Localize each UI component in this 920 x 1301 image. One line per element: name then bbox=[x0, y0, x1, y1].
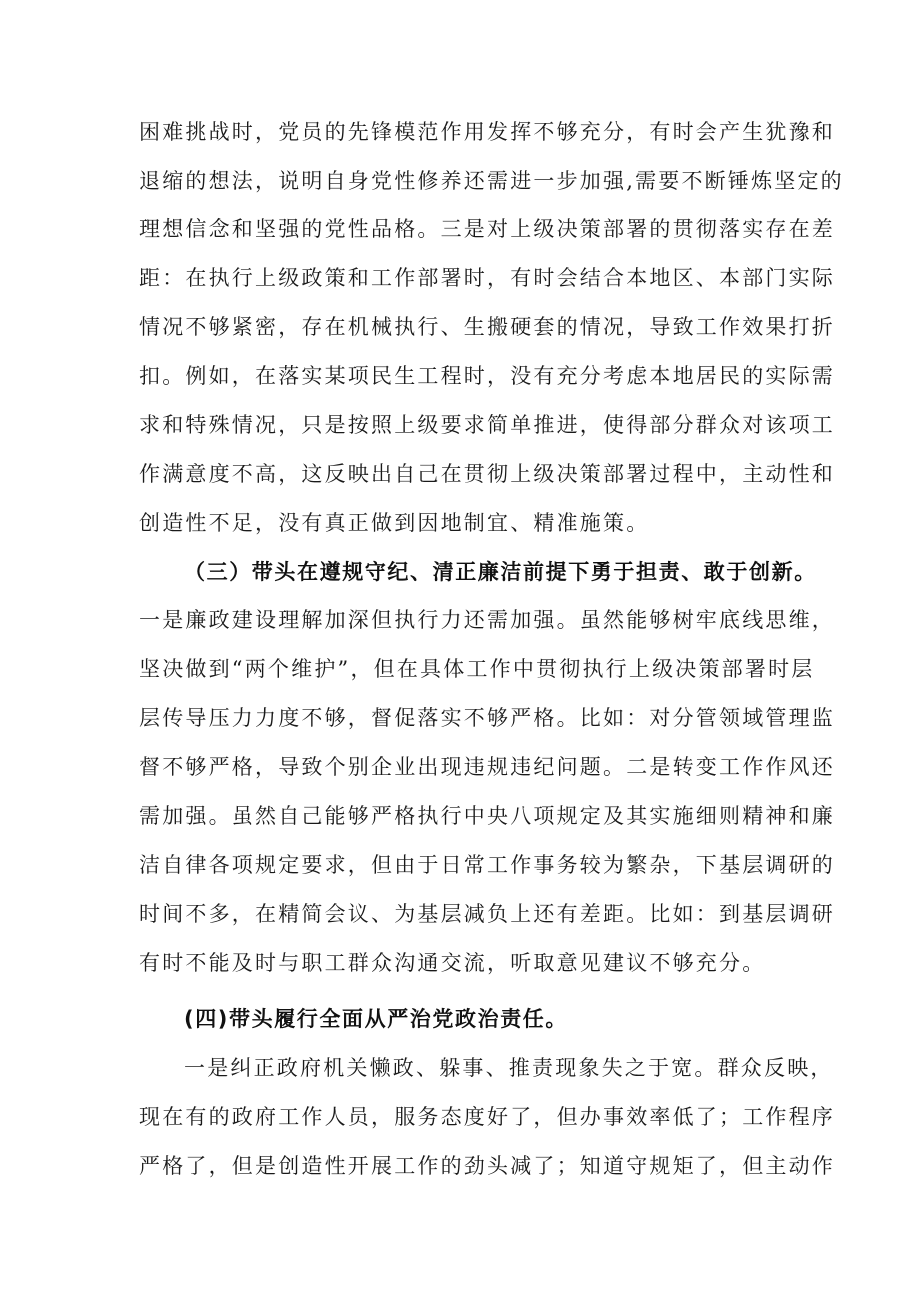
paragraph-line: 困难挑战时，党员的先锋模范作用发挥不够充分，有时会产生犹豫和 bbox=[139, 120, 835, 144]
section-heading-four: (四)带头履行全面从严治党政治责任。 bbox=[184, 1007, 568, 1031]
paragraph-line: 坚决做到“两个维护”，但在具体工作中贯彻执行上级决策部署时层 bbox=[139, 657, 815, 681]
paragraph-line: 督不够严格，导致个别企业出现违规违纪问题。二是转变工作作风还 bbox=[139, 755, 835, 779]
paragraph-line: 作满意度不高，这反映出自己在贯彻上级决策部署过程中，主动性和 bbox=[139, 462, 835, 486]
paragraph-line: 创造性不足，没有真正做到因地制宜、精准施策。 bbox=[139, 511, 650, 535]
paragraph-line: 情况不够紧密，存在机械执行、生搬硬套的情况，导致工作效果打折 bbox=[139, 315, 835, 339]
paragraph-line: 距：在执行上级政策和工作部署时，有时会结合本地区、本部门实际 bbox=[139, 266, 835, 290]
paragraph-line: 一是廉政建设理解加深但执行力还需加强。虽然能够树牢底线思维， bbox=[139, 608, 835, 632]
paragraph-line: 退缩的想法，说明自身党性修养还需进一步加强,需要不断锤炼坚定的 bbox=[139, 169, 844, 193]
paragraph-line: 一是纠正政府机关懒政、躲事、推责现象失之于宽。群众反映， bbox=[184, 1056, 834, 1080]
paragraph-line: 有时不能及时与职工群众沟通交流，听取意见建议不够充分。 bbox=[139, 951, 766, 975]
paragraph-line: 层传导压力力度不够，督促落实不够严格。比如：对分管领域管理监 bbox=[139, 706, 835, 730]
paragraph-line: 理想信念和坚强的党性品格。三是对上级决策部署的贯彻落实存在差 bbox=[139, 217, 835, 241]
paragraph-line: 时间不多，在精简会议、为基层减负上还有差距。比如：到基层调研 bbox=[139, 902, 835, 926]
paragraph-line: 现在有的政府工作人员，服务态度好了，但办事效率低了；工作程序 bbox=[139, 1105, 835, 1129]
section-heading-three: （三）带头在遵规守纪、清正廉洁前提下勇于担责、敢于创新。 bbox=[184, 560, 817, 584]
paragraph-line: 需加强。虽然自己能够严格执行中央八项规定及其实施细则精神和廉 bbox=[139, 804, 835, 828]
paragraph-line: 求和特殊情况，只是按照上级要求简单推进，使得部分群众对该项工 bbox=[139, 413, 835, 437]
paragraph-line: 严格了，但是创造性开展工作的劲头减了；知道守规矩了，但主动作 bbox=[139, 1154, 835, 1178]
paragraph-line: 洁自律各项规定要求，但由于日常工作事务较为繁杂，下基层调研的 bbox=[139, 853, 835, 877]
paragraph-line: 扣。例如，在落实某项民生工程时，没有充分考虑本地居民的实际需 bbox=[139, 364, 835, 388]
